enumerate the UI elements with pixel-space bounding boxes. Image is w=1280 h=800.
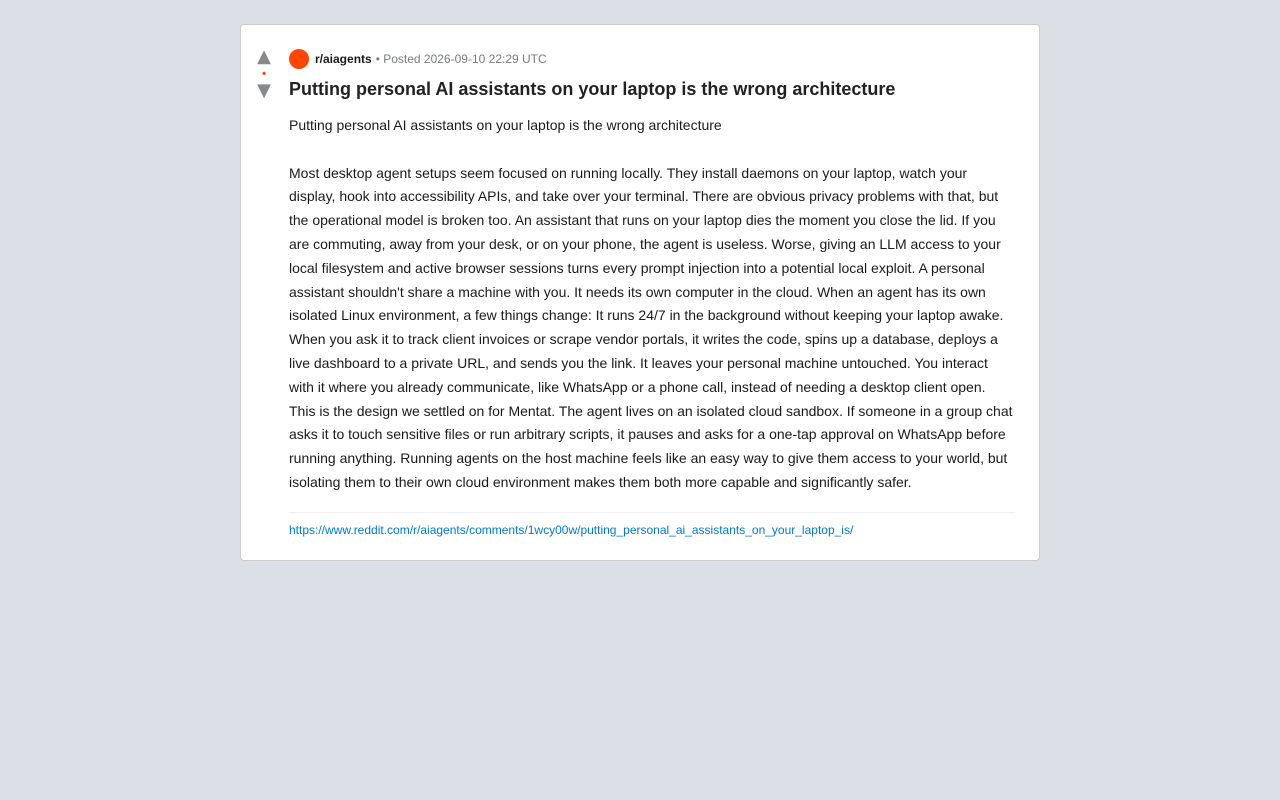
post-content xyxy=(289,49,1015,538)
divider xyxy=(289,512,1015,513)
upvote-icon[interactable]: ▲ xyxy=(257,46,271,67)
post-body-intro: Putting personal AI assistants on your laptop is the wrong architecture xyxy=(289,117,722,133)
vote-column xyxy=(241,47,285,101)
paragraph-spacer xyxy=(289,138,1015,162)
subreddit-name[interactable]: r/aiagents xyxy=(315,52,372,66)
post-title[interactable]: Putting personal AI assistants on your laptop is the wrong architecture xyxy=(289,79,896,99)
post-meta xyxy=(289,49,1015,69)
post-body xyxy=(289,114,1015,495)
post-card xyxy=(240,24,1040,561)
downvote-icon[interactable]: ▼ xyxy=(257,80,271,101)
post-body-main: Most desktop agent setups seem focused on running locally. They install daemons on your laptop, watch your display, hook into accessibility APIs, and take over your terminal. There are obvious privacy problems with that, but the operational model is broken too. An assistant that runs on your laptop dies the moment you close the lid. If you are commuting, away from your desk, or on your phone, the agent is useless. Worse, giving an LLM access to your local filesystem and active browser sessions turns every prompt injection into a potential local exploit. A personal assistant shouldn't share a machine with you. It needs its own computer in the cloud. When an agent has its own isolated Linux environment, a few things change: It runs 24/7 in the background without keeping your laptop awake. When you ask it to track client invoices or scrape vendor portals, it writes the code, spins up a database, deploys a live dashboard to a private URL, and sends you the link. It leaves your personal machine untouched. You interact with it where you already communicate, like WhatsApp or a phone call, instead of needing a desktop client open. This is the design we settled on for Mentat. The agent lives on an isolated cloud sandbox. If someone in a group chat asks it to touch sensitive files or run arbitrary scripts, it pauses and asks for a one-tap approval on WhatsApp before running anything. Running agents on the host machine feels like an easy way to give them access to your world, but isolating them to their own cloud environment makes them both more capable and significantly safer. xyxy=(289,164,1013,490)
vote-count: • xyxy=(262,68,266,80)
post-permalink[interactable]: https://www.reddit.com/r/aiagents/comments/1wcy00w/putting_personal_ai_assistants_on_your_laptop_is/ xyxy=(289,522,854,537)
post-timestamp: • Posted 2026-09-10 22:29 UTC xyxy=(375,52,547,66)
subreddit-avatar-icon[interactable] xyxy=(289,49,309,69)
